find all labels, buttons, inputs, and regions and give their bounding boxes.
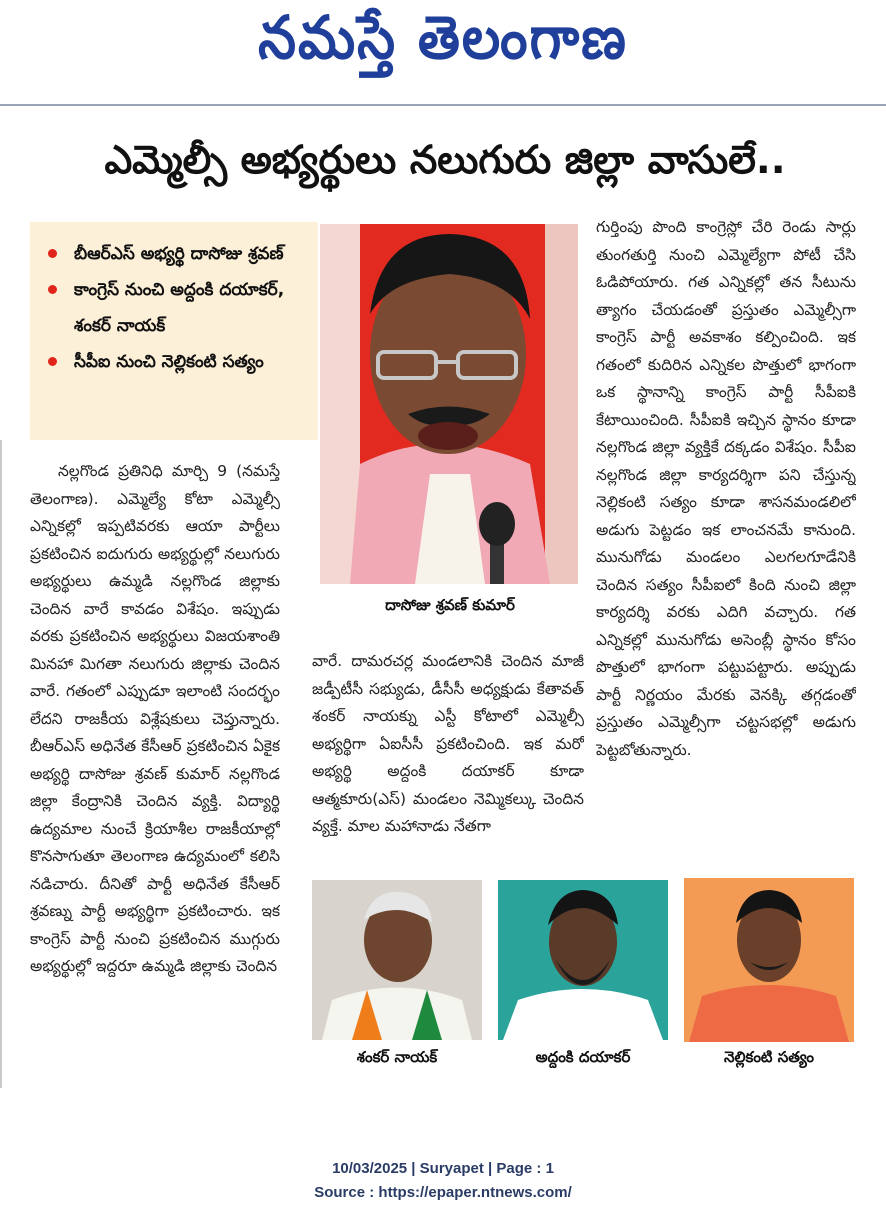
bullet-icon bbox=[48, 285, 57, 294]
highlights-box bbox=[30, 222, 318, 440]
column-edge-line bbox=[0, 440, 2, 1088]
photo-shankar-nayak bbox=[312, 880, 482, 1040]
portrait-illustration bbox=[684, 878, 854, 1042]
main-photo-dasoju-sravan bbox=[320, 224, 578, 584]
article-text: నల్లగొండ ప్రతినిధి మార్చి 9 (నమస్తే తెలంగాణ). ఎమ్మెల్యే కోటా ఎమ్మెల్సీ ఎన్నికల్లో ఇప్పటివరకు ఆయా పార్టీలు ప్రకటించిన ఐదుగురు అభ్యర్థుల్లో నలుగురు అభ్యర్థులు ఉమ్మడి నల్లగొండ జిల్లాకు చెందిన వారే కావడం విశేషం. ఇప్పుడు వరకు ప్రకటించిన అభ్యర్థులు విజయశాంతి మినహా మిగతా నలుగురు జిల్లాకు చెందిన వారే. గతంలో ఎప్పుడూ ఇలాంటి సందర్భం లేదని రాజకీయ విశ్లేషకులు చెప్తున్నారు. బీఆర్ఎస్ అధినేత కేసీఆర్ ప్రకటించిన ఏకైక అభ్యర్థి దాసోజు శ్రవణ్ కుమార్ నల్లగొండ జిల్లా కేంద్రానికి చెందిన వ్యక్తి. విద్యార్థి ఉద్యమాల నుంచే క్రియాశీల రాజకీయాల్లో కొనసాగుతూ తెలంగాణ ఉద్యమంలో కలిసి నడిచారు. దీనితో పార్టీ అధినేత కేసీఆర్ శ్రవణ్ను పార్టీ అభ్యర్థిగా ప్రకటించారు. ఇక కాంగ్రెస్ పార్టీ నుంచి ప్రకటించిన ముగ్గురు అభ్యర్థుల్లో ఇద్దరూ ఉమ్మడి జిల్లాకు చెందిన bbox=[30, 462, 280, 975]
article-column-2 bbox=[312, 648, 584, 872]
main-photo-caption: దాసోజు శ్రవణ్ కుమార్ bbox=[385, 596, 515, 614]
newspaper-logo: నమస్తే తెలంగాణ bbox=[258, 2, 628, 73]
photo-addanki-dayakar bbox=[498, 880, 668, 1040]
photo-caption-satyam: నెల్లికంటి సత్యం bbox=[723, 1048, 815, 1066]
portrait-illustration bbox=[498, 880, 668, 1040]
masthead bbox=[0, 0, 886, 104]
article-text: వారే. దామరచర్ల మండలానికి చెందిన మాజీ జడ్పీటీసీ సభ్యుడు, డీసీసీ అధ్యక్షుడు కేతావత్ శంకర్ నాయక్ను ఎస్టీ కోటాలో ఎమ్మెల్సీ అభ్యర్థిగా ఏఐసీసీ ప్రకటించింది. ఇక మరో అభ్యర్థి అద్దంకి దయాకర్ కూడా ఆత్మకూరు(ఎస్) మండలం నెమ్మికల్కు చెందిన వ్యక్తే. మాల మహానాడు నేతగా bbox=[312, 652, 584, 835]
photo-caption-shankar: శంకర్ నాయక్ bbox=[356, 1048, 438, 1066]
highlight-item: బీఆర్ఎస్ అభ్యర్థి దాసోజు శ్రవణ్ bbox=[48, 236, 308, 272]
footer-date-edition: 10/03/2025 | Suryapet | Page : 1 bbox=[332, 1160, 554, 1177]
bullet-icon bbox=[48, 357, 57, 366]
article-column-1 bbox=[30, 458, 280, 1068]
portrait-illustration bbox=[312, 880, 482, 1040]
highlight-item: కాంగ్రెస్ నుంచి అద్దంకి దయాకర్, శంకర్ నాయక్ bbox=[48, 272, 308, 344]
article-headline: ఎమ్మెల్సీ అభ్యర్థులు నలుగురు జిల్లా వాసులే.. bbox=[104, 138, 786, 183]
footer-source-link[interactable]: Source : https://epaper.ntnews.com/ bbox=[314, 1184, 572, 1201]
article-text: గుర్తింపు పొంది కాంగ్రెస్లో చేరి రెండు సార్లు తుంగతుర్తి నుంచి ఎమ్మెల్యేగా పోటీ చేసి ఓడిపోయారు. గత ఎన్నికల్లో తన సీటును త్యాగం చేయడంతో ప్రస్తుతం ఎమ్మెల్సీగా కాంగ్రెస్ పార్టీ అవకాశం కల్పించింది. ఇక గతంలో కుదిరిన ఎన్నికల పొత్తులో భాగంగా ఒక స్థానాన్ని కాంగ్రెస్ పార్టీ సీపీఐకి కేటాయించింది. సీపీఐకి ఇచ్చిన స్థానం కూడా నల్లగొండ జిల్లా వ్యక్తికే దక్కడం విశేషం. సీపీఐ నల్లగొండ జిల్లా కార్యదర్శిగా పని చేస్తున్న నెల్లికంటి సత్యం కూడా శాసనమండలిలో అడుగు పెట్టడం ఇక లాంచనమే కానుంది. మునుగోడు మండలం ఎలగలగూడేనికి చెందిన సత్యం సీపీఐలో కింది నుంచి జిల్లా కార్యదర్శి వరకు ఎదిగి వచ్చారు. గత ఎన్నికల్లో మునుగోడు అసెంబ్లీ స్థానం కోసం పొత్తులో భాగంగా పట్టుపట్టారు. అప్పుడు పార్టీ నిర్ణయం మేరకు వెనక్కి తగ్గడంతో ప్రస్తుతం ఎమ్మెల్సీగా చట్టసభల్లో అడుగు పెట్టబోతున్నారు. bbox=[596, 218, 856, 759]
masthead-divider bbox=[0, 104, 886, 106]
photo-caption-dayakar: అద్దంకి దయాకర్ bbox=[535, 1048, 631, 1066]
bullet-icon bbox=[48, 249, 57, 258]
highlight-item: సీపీఐ నుంచి నెల్లికంటి సత్యం bbox=[48, 344, 308, 380]
portrait-illustration bbox=[320, 224, 578, 584]
article-column-3 bbox=[596, 214, 856, 864]
photo-nellikanti-satyam bbox=[684, 878, 854, 1042]
